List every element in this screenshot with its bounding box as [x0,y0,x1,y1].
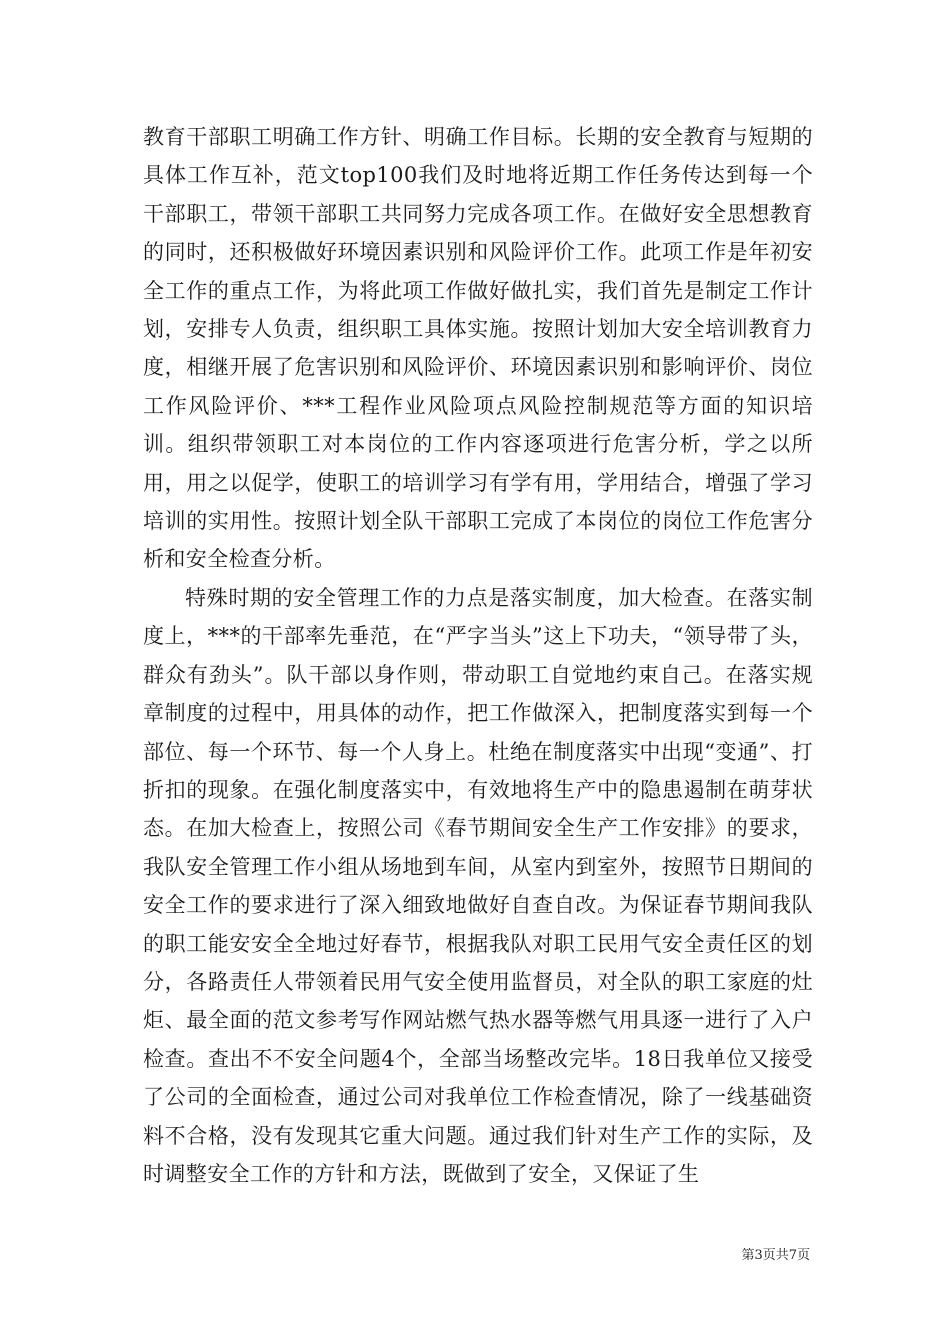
paragraph-1: 教育干部职工明确工作方针、明确工作目标。长期的安全教育与短期的具体工作互补，范文top100我们及时地将近期工作任务传达到每一个干部职工，带领干部职工共同努力完成各项工作。在做好安全思想教育的同时，还积极做好环境因素识别和风险评价工作。此项工作是年初安全工作的重点工作，为将此项工作做好做扎实，我们首先是制定工作计划，安排专人负责，组织职工具体实施。按照计划加大安全培训教育力度，相继开展了危害识别和风险评价、环境因素识别和影响评价、岗位工作风险评价、***工程作业风险项点风险控制规范等方面的知识培训。组织带领职工对本岗位的工作内容逐项进行危害分析，学之以所用，用之以促学，使职工的培训学习有学有用，学用结合，增强了学习培训的实用性。按照计划全队干部职工完成了本岗位的岗位工作危害分析和安全检查分析。 [143,125,813,572]
document-body [143,118,813,1193]
paragraph-2: 特殊时期的安全管理工作的力点是落实制度，加大检查。在落实制度上，***的干部率先垂范，在“严字当头”这上下功夫，“领导带了头，群众有劲头”。队干部以身作则，带动职工自觉地约束自己。在落实规章制度的过程中，用具体的动作，把工作做深入，把制度落实到每一个部位、每一个环节、每一个人身上。杜绝在制度落实中出现“变通”、打折扣的现象。在强化制度落实中，有效地将生产中的隐患遏制在萌芽状态。在加大检查上，按照公司《春节期间安全生产工作安排》的要求，我队安全管理工作小组从场地到车间，从室内到室外，按照节日期间的安全工作的要求进行了深入细致地做好自查自改。为保证春节期间我队的职工能安安全全地过好春节，根据我队对职工民用气安全责任区的划分，各路责任人带领着民用气安全使用监督员，对全队的职工家庭的灶炬、最全面的范文参考写作网站燃气热水器等燃气用具逐一进行了入户检查。查出不不安全问题4个，全部当场整改完毕。18日我单位又接受了公司的全面检查，通过公司对我单位工作检查情况，除了一线基础资料不合格，没有发现其它重大问题。通过我们针对生产工作的实际，及时调整安全工作的方针和方法，既做到了安全，又保证了生 [143,585,813,1186]
page-number-footer: 第3页共7页 [741,1248,810,1263]
